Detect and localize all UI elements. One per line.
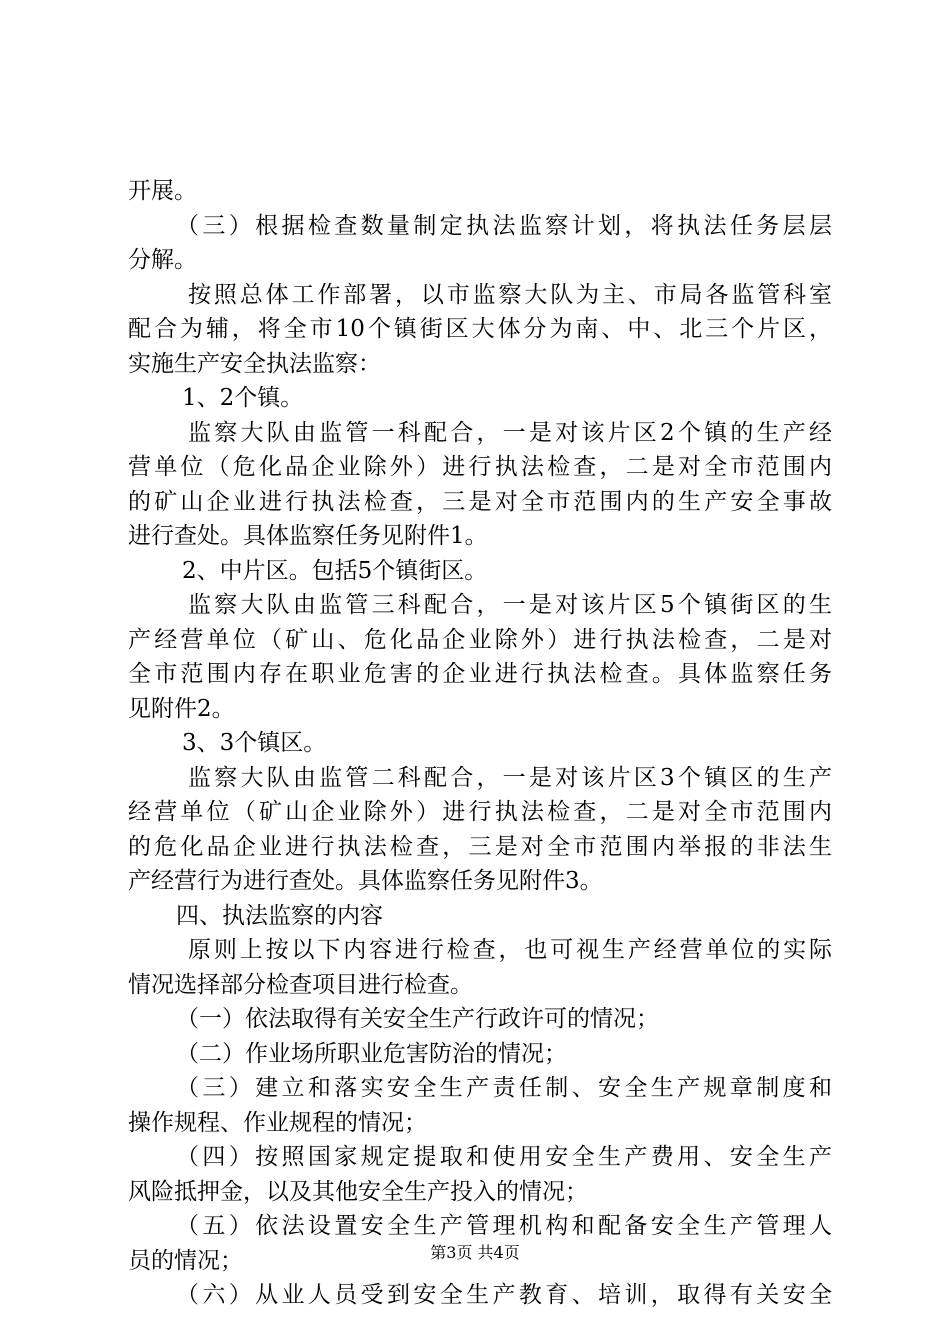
text-line: 见附件2。: [128, 695, 235, 722]
document-body: [128, 174, 832, 1313]
text-line: 2、中片区。包括5个镇街区。: [182, 557, 488, 584]
text-line: 操作规程、作业规程的情况；: [128, 1109, 427, 1136]
text-line: 原则上按以下内容进行检查，也可视生产经营单位的实际: [188, 937, 832, 963]
text-line: 监察大队由监管一科配合，一是对该片区2个镇的生产经: [188, 419, 832, 446]
text-line: 实施生产安全执法监察：: [128, 350, 381, 377]
text-line: 开展。: [128, 178, 197, 204]
text-line: （二）作业场所职业危害防治的情况；: [176, 1040, 567, 1067]
text-line: （六）从业人员受到安全生产教育、培训，取得有关安全: [176, 1282, 832, 1308]
text-line: （一）依法取得有关安全生产行政许可的情况；: [176, 1006, 659, 1032]
text-line: 按照总体工作部署，以市监察大队为主、市局各监管科室: [188, 281, 832, 308]
text-line: 风险抵押金，以及其他安全生产投入的情况；: [128, 1178, 588, 1205]
text-line: （五）依法设置安全生产管理机构和配备安全生产管理人: [176, 1213, 832, 1239]
text-line: 1、2个镇。: [182, 385, 304, 411]
text-line: 分解。: [128, 247, 197, 273]
text-line: 的矿山企业进行执法检查，三是对全市范围内的生产安全事故: [128, 488, 832, 515]
text-line: （三）根据检查数量制定执法监察计划，将执法任务层层: [176, 212, 832, 239]
text-line: 3、3个镇区。: [182, 730, 327, 756]
text-line: 员的情况；: [128, 1247, 243, 1274]
text-line: 的危化品企业进行执法检查，三是对全市范围内举报的非法生: [128, 833, 832, 860]
text-line: 监察大队由监管三科配合，一是对该片区5个镇街区的生: [188, 592, 832, 618]
text-line: 营单位（危化品企业除外）进行执法检查，二是对全市范围内: [128, 454, 832, 480]
page-number: 第3页 共4页: [430, 1243, 520, 1262]
text-line: （三）建立和落实安全生产责任制、安全生产规章制度和: [176, 1075, 832, 1101]
text-line: 配合为辅，将全市10个镇街区大体分为南、中、北三个片区，: [128, 316, 832, 342]
text-line: 监察大队由监管二科配合，一是对该片区3个镇区的生产: [188, 764, 832, 791]
text-line: 进行查处。具体监察任务见附件1。: [128, 523, 488, 549]
text-line: 情况选择部分检查项目进行检查。: [128, 971, 473, 998]
text-line: 产经营行为进行查处。具体监察任务见附件3。: [128, 868, 603, 894]
text-line: （四）按照国家规定提取和使用安全生产费用、安全生产: [176, 1144, 832, 1170]
text-line: 经营单位（矿山企业除外）进行执法检查，二是对全市范围内: [128, 799, 832, 825]
section-heading: 四、执法监察的内容: [176, 902, 383, 929]
text-line: 全市范围内存在职业危害的企业进行执法检查。具体监察任务: [128, 661, 832, 687]
text-line: 产经营单位（矿山、危化品企业除外）进行执法检查，二是对: [128, 626, 832, 653]
